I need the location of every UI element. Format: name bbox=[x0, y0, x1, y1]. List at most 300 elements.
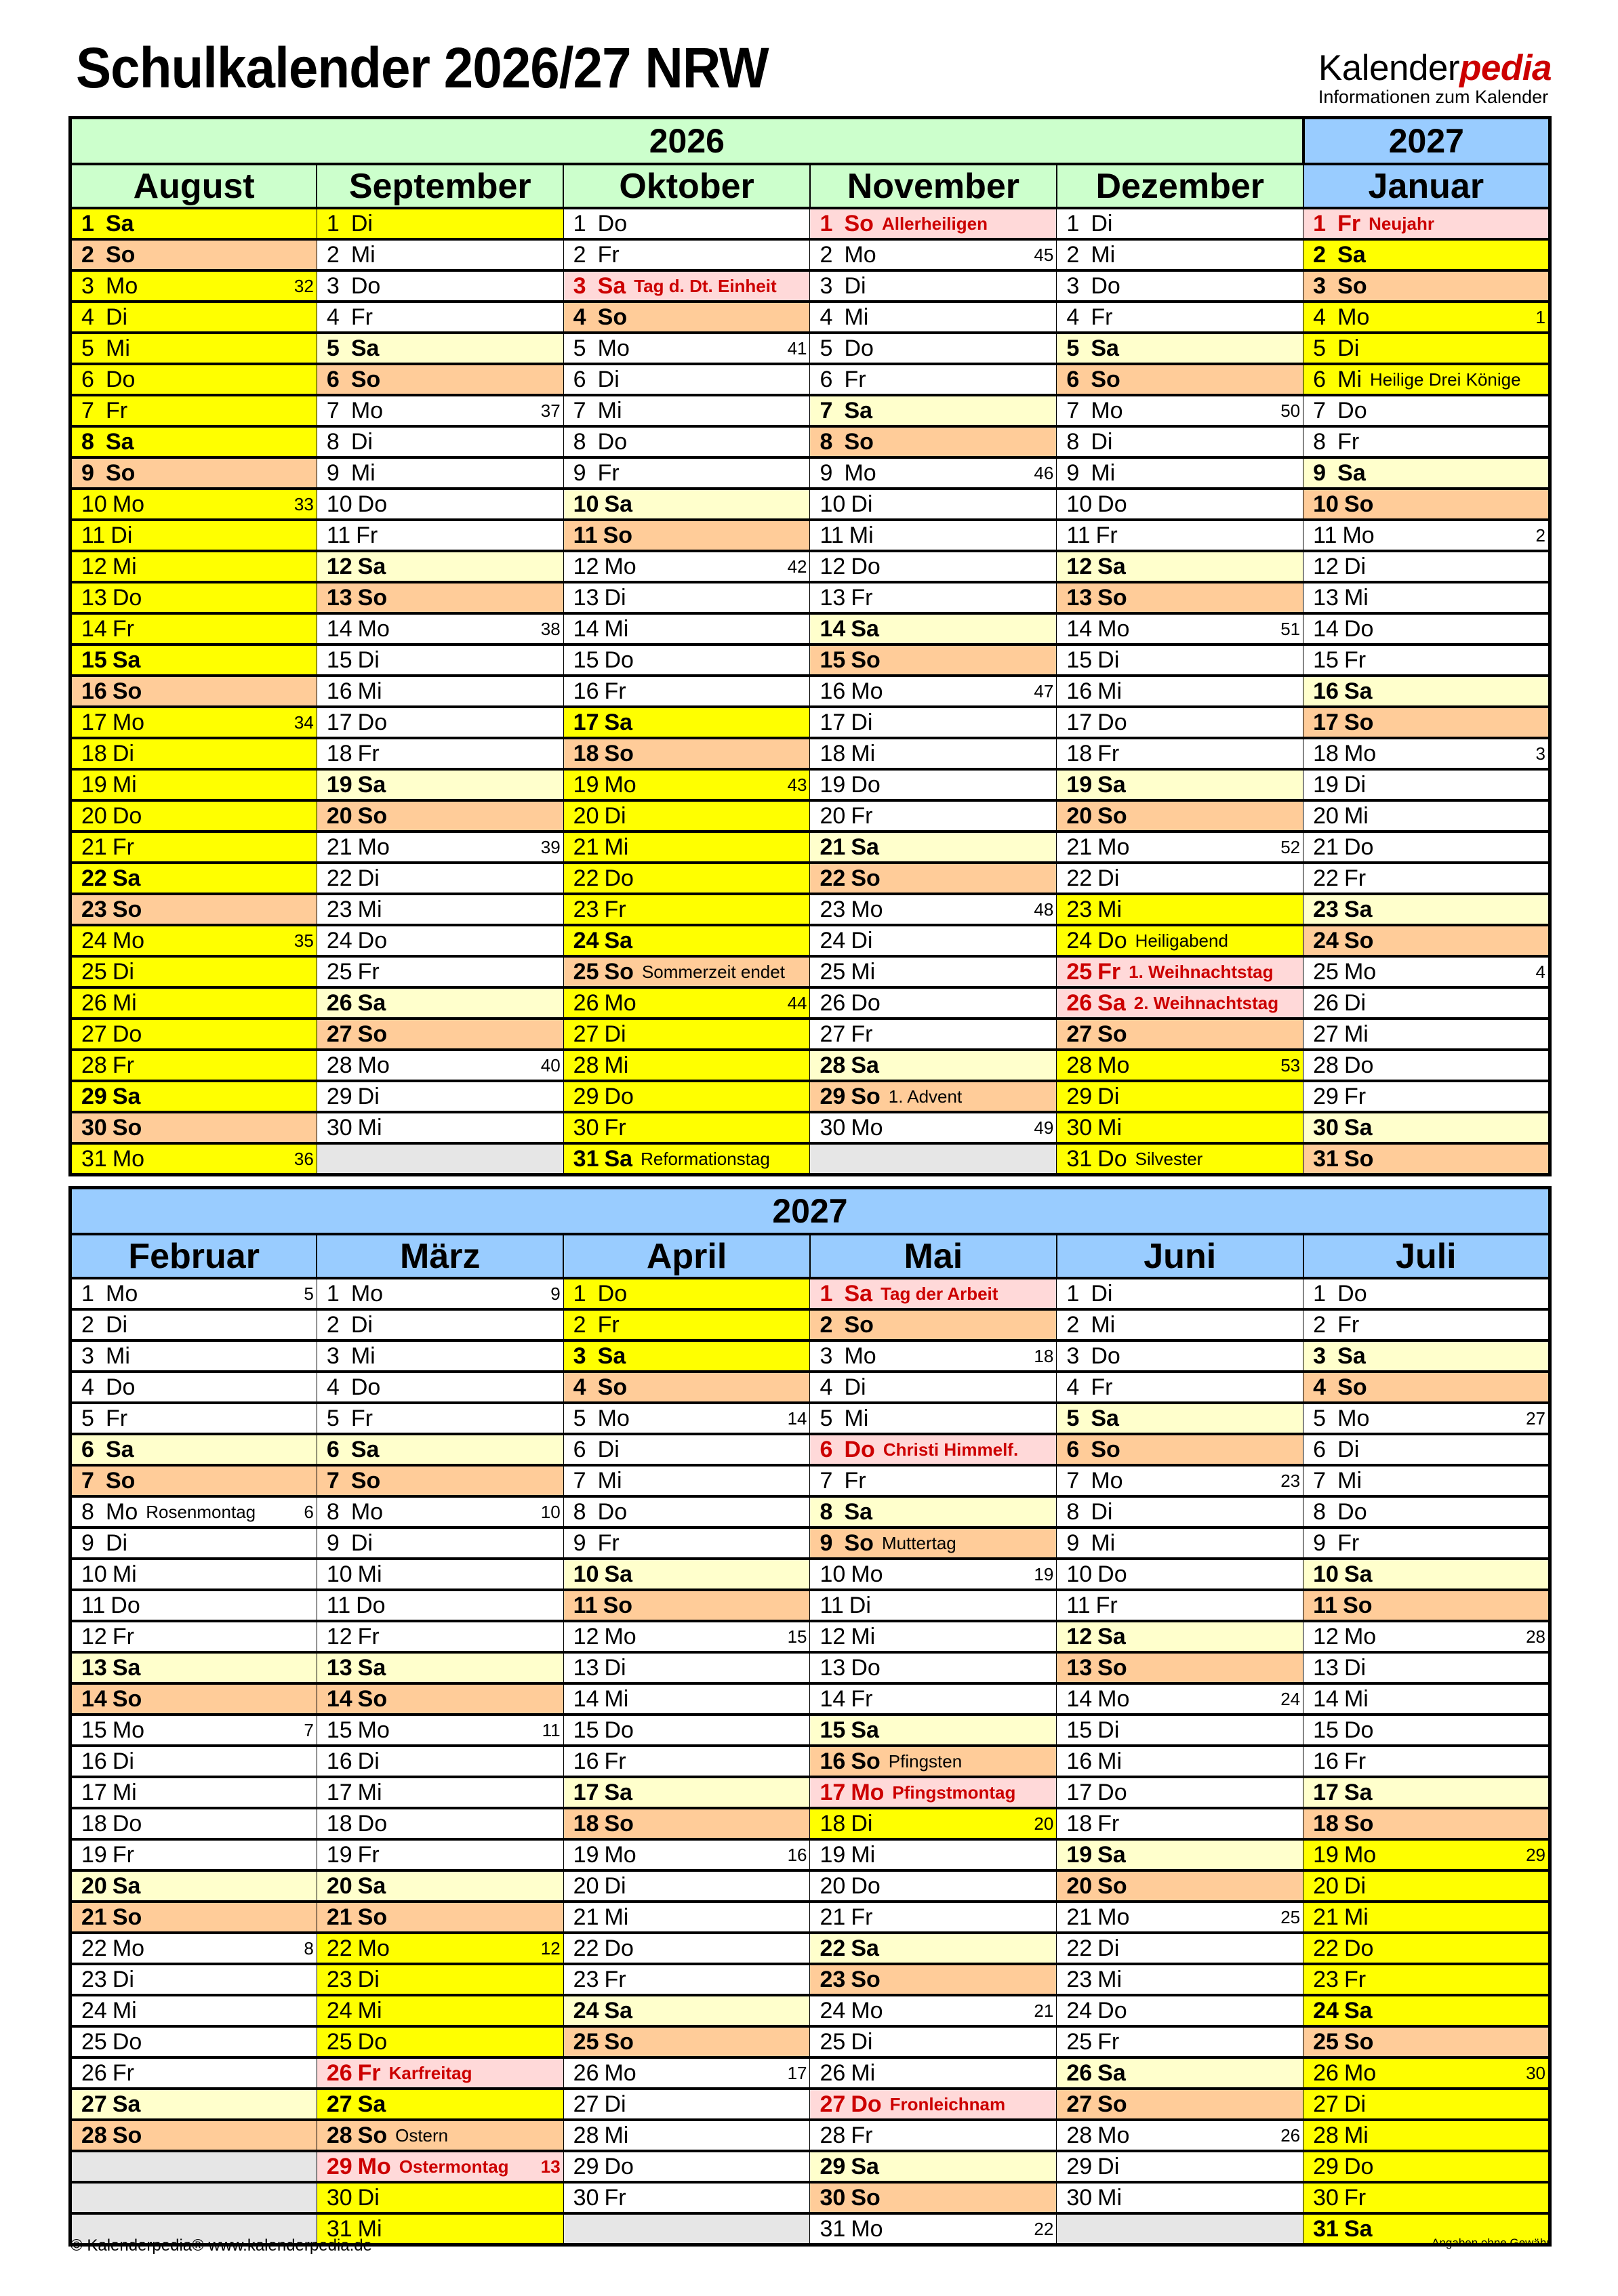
day-cell[interactable] bbox=[317, 2057, 563, 2089]
day-cell[interactable] bbox=[317, 2151, 563, 2182]
day-cell[interactable] bbox=[563, 2120, 810, 2151]
day-cell[interactable] bbox=[810, 2026, 1057, 2057]
day-cell[interactable] bbox=[1303, 551, 1550, 582]
day-cell[interactable] bbox=[1303, 302, 1550, 333]
day-cell[interactable] bbox=[317, 1019, 563, 1050]
day-cell[interactable] bbox=[1057, 1528, 1303, 1559]
day-cell[interactable] bbox=[810, 769, 1057, 800]
day-cell[interactable] bbox=[810, 1278, 1057, 1309]
day-cell[interactable] bbox=[810, 2182, 1057, 2213]
day-cell[interactable] bbox=[563, 769, 810, 800]
day-cell[interactable] bbox=[563, 1019, 810, 1050]
day-cell[interactable] bbox=[1303, 239, 1550, 270]
day-cell[interactable] bbox=[1303, 1715, 1550, 1746]
day-cell[interactable] bbox=[70, 1112, 317, 1143]
day-cell[interactable] bbox=[810, 1839, 1057, 1870]
day-cell[interactable] bbox=[1057, 1652, 1303, 1683]
day-cell[interactable] bbox=[70, 1050, 317, 1081]
day-cell[interactable] bbox=[1057, 1309, 1303, 1340]
day-cell[interactable] bbox=[810, 270, 1057, 302]
day-cell[interactable] bbox=[70, 302, 317, 333]
day-cell[interactable] bbox=[1303, 1808, 1550, 1839]
day-cell[interactable] bbox=[563, 1621, 810, 1652]
day-cell[interactable] bbox=[317, 2026, 563, 2057]
day-cell[interactable] bbox=[70, 1559, 317, 1590]
day-cell[interactable] bbox=[1303, 1434, 1550, 1465]
day-cell[interactable] bbox=[810, 1777, 1057, 1808]
day-cell[interactable] bbox=[1303, 426, 1550, 457]
day-cell[interactable] bbox=[1303, 1777, 1550, 1808]
day-cell[interactable] bbox=[1303, 333, 1550, 364]
day-cell[interactable] bbox=[1057, 426, 1303, 457]
day-cell[interactable] bbox=[317, 832, 563, 863]
day-cell[interactable] bbox=[317, 1309, 563, 1340]
day-cell[interactable] bbox=[1057, 863, 1303, 894]
day-cell[interactable] bbox=[1303, 1964, 1550, 1995]
day-cell[interactable] bbox=[563, 1902, 810, 1933]
day-cell[interactable] bbox=[70, 707, 317, 738]
day-cell[interactable] bbox=[563, 270, 810, 302]
day-cell[interactable] bbox=[810, 894, 1057, 925]
day-cell[interactable] bbox=[1303, 1278, 1550, 1309]
day-cell[interactable] bbox=[1057, 208, 1303, 239]
day-cell[interactable] bbox=[810, 2213, 1057, 2245]
day-cell[interactable] bbox=[1057, 1933, 1303, 1964]
day-cell[interactable] bbox=[563, 676, 810, 707]
day-cell[interactable] bbox=[810, 457, 1057, 489]
day-cell[interactable] bbox=[1303, 1309, 1550, 1340]
day-cell[interactable] bbox=[1057, 1050, 1303, 1081]
day-cell[interactable] bbox=[563, 1496, 810, 1528]
day-cell[interactable] bbox=[70, 1964, 317, 1995]
day-cell[interactable] bbox=[810, 333, 1057, 364]
day-cell[interactable] bbox=[563, 489, 810, 520]
day-cell[interactable] bbox=[1057, 1902, 1303, 1933]
day-cell[interactable] bbox=[1303, 2089, 1550, 2120]
day-cell[interactable] bbox=[810, 2151, 1057, 2182]
day-cell[interactable] bbox=[563, 239, 810, 270]
day-cell[interactable] bbox=[70, 333, 317, 364]
day-cell[interactable] bbox=[810, 987, 1057, 1019]
day-cell[interactable] bbox=[810, 832, 1057, 863]
day-cell[interactable] bbox=[70, 1309, 317, 1340]
day-cell[interactable] bbox=[70, 1081, 317, 1112]
day-cell[interactable] bbox=[1057, 832, 1303, 863]
day-cell[interactable] bbox=[1303, 395, 1550, 426]
day-cell[interactable] bbox=[810, 613, 1057, 644]
day-cell[interactable] bbox=[810, 738, 1057, 769]
day-cell[interactable] bbox=[810, 1933, 1057, 1964]
day-cell[interactable] bbox=[70, 676, 317, 707]
day-cell[interactable] bbox=[1303, 644, 1550, 676]
day-cell[interactable] bbox=[563, 1081, 810, 1112]
day-cell[interactable] bbox=[317, 707, 563, 738]
day-cell[interactable] bbox=[70, 1340, 317, 1372]
day-cell[interactable] bbox=[1303, 520, 1550, 551]
day-cell[interactable] bbox=[317, 1933, 563, 1964]
day-cell[interactable] bbox=[563, 1777, 810, 1808]
day-cell[interactable] bbox=[1057, 1839, 1303, 1870]
day-cell[interactable] bbox=[70, 1683, 317, 1715]
day-cell[interactable] bbox=[1057, 1683, 1303, 1715]
day-cell[interactable] bbox=[810, 676, 1057, 707]
day-cell[interactable] bbox=[317, 1621, 563, 1652]
day-cell[interactable] bbox=[1303, 769, 1550, 800]
day-cell[interactable] bbox=[1057, 457, 1303, 489]
day-cell[interactable] bbox=[563, 395, 810, 426]
day-cell[interactable] bbox=[70, 1434, 317, 1465]
day-cell[interactable] bbox=[70, 644, 317, 676]
day-cell[interactable] bbox=[810, 520, 1057, 551]
day-cell[interactable] bbox=[563, 1434, 810, 1465]
day-cell[interactable] bbox=[70, 894, 317, 925]
day-cell[interactable] bbox=[810, 1496, 1057, 1528]
day-cell[interactable] bbox=[70, 1528, 317, 1559]
day-cell[interactable] bbox=[317, 1278, 563, 1309]
day-cell[interactable] bbox=[317, 613, 563, 644]
day-cell[interactable] bbox=[1057, 1746, 1303, 1777]
day-cell[interactable] bbox=[810, 1964, 1057, 1995]
day-cell[interactable] bbox=[1057, 987, 1303, 1019]
day-cell[interactable] bbox=[1303, 1143, 1550, 1175]
day-cell[interactable] bbox=[1057, 333, 1303, 364]
day-cell[interactable] bbox=[1303, 832, 1550, 863]
day-cell[interactable] bbox=[563, 1278, 810, 1309]
day-cell[interactable] bbox=[1303, 863, 1550, 894]
day-cell[interactable] bbox=[563, 582, 810, 613]
day-cell[interactable] bbox=[1303, 956, 1550, 987]
day-cell[interactable] bbox=[1057, 489, 1303, 520]
day-cell[interactable] bbox=[810, 582, 1057, 613]
day-cell[interactable] bbox=[70, 1590, 317, 1621]
day-cell[interactable] bbox=[563, 1559, 810, 1590]
day-cell[interactable] bbox=[317, 1340, 563, 1372]
day-cell[interactable] bbox=[810, 2089, 1057, 2120]
day-cell[interactable] bbox=[1303, 613, 1550, 644]
day-cell[interactable] bbox=[70, 613, 317, 644]
day-cell[interactable] bbox=[317, 1995, 563, 2026]
day-cell[interactable] bbox=[70, 582, 317, 613]
day-cell[interactable] bbox=[317, 676, 563, 707]
day-cell[interactable] bbox=[70, 769, 317, 800]
day-cell[interactable] bbox=[70, 1746, 317, 1777]
day-cell[interactable] bbox=[1303, 1403, 1550, 1434]
day-cell[interactable] bbox=[810, 395, 1057, 426]
day-cell[interactable] bbox=[1057, 239, 1303, 270]
day-cell[interactable] bbox=[317, 1652, 563, 1683]
day-cell[interactable] bbox=[810, 2120, 1057, 2151]
day-cell[interactable] bbox=[70, 987, 317, 1019]
day-cell[interactable] bbox=[563, 832, 810, 863]
day-cell[interactable] bbox=[810, 1050, 1057, 1081]
day-cell[interactable] bbox=[70, 2120, 317, 2151]
day-cell[interactable] bbox=[1303, 1839, 1550, 1870]
day-cell[interactable] bbox=[70, 395, 317, 426]
day-cell[interactable] bbox=[70, 1902, 317, 1933]
day-cell[interactable] bbox=[317, 1777, 563, 1808]
day-cell[interactable] bbox=[1057, 1870, 1303, 1902]
day-cell[interactable] bbox=[1057, 270, 1303, 302]
day-cell[interactable] bbox=[1303, 1465, 1550, 1496]
day-cell[interactable] bbox=[563, 1372, 810, 1403]
day-cell[interactable] bbox=[1303, 1496, 1550, 1528]
day-cell[interactable] bbox=[70, 1777, 317, 1808]
day-cell[interactable] bbox=[563, 956, 810, 987]
day-cell[interactable] bbox=[563, 426, 810, 457]
day-cell[interactable] bbox=[317, 1902, 563, 1933]
day-cell[interactable] bbox=[810, 1995, 1057, 2026]
day-cell[interactable] bbox=[70, 1808, 317, 1839]
day-cell[interactable] bbox=[1303, 1081, 1550, 1112]
day-cell[interactable] bbox=[317, 239, 563, 270]
day-cell[interactable] bbox=[1057, 1434, 1303, 1465]
day-cell[interactable] bbox=[317, 1528, 563, 1559]
day-cell[interactable] bbox=[563, 2151, 810, 2182]
day-cell[interactable] bbox=[317, 208, 563, 239]
day-cell[interactable] bbox=[563, 863, 810, 894]
day-cell[interactable] bbox=[1303, 1746, 1550, 1777]
day-cell[interactable] bbox=[1303, 987, 1550, 1019]
day-cell[interactable] bbox=[810, 302, 1057, 333]
day-cell[interactable] bbox=[1057, 2057, 1303, 2089]
day-cell[interactable] bbox=[70, 925, 317, 956]
day-cell[interactable] bbox=[1057, 1621, 1303, 1652]
day-cell[interactable] bbox=[810, 1019, 1057, 1050]
day-cell[interactable] bbox=[1057, 1143, 1303, 1175]
day-cell[interactable] bbox=[563, 707, 810, 738]
day-cell[interactable] bbox=[563, 520, 810, 551]
day-cell[interactable] bbox=[317, 1403, 563, 1434]
day-cell[interactable] bbox=[317, 364, 563, 395]
day-cell[interactable] bbox=[70, 2057, 317, 2089]
day-cell[interactable] bbox=[317, 520, 563, 551]
day-cell[interactable] bbox=[70, 1019, 317, 1050]
day-cell[interactable] bbox=[810, 1112, 1057, 1143]
day-cell[interactable] bbox=[563, 1112, 810, 1143]
day-cell[interactable] bbox=[317, 1112, 563, 1143]
day-cell[interactable] bbox=[70, 1995, 317, 2026]
day-cell[interactable] bbox=[563, 644, 810, 676]
day-cell[interactable] bbox=[1057, 2089, 1303, 2120]
day-cell[interactable] bbox=[1057, 1964, 1303, 1995]
day-cell[interactable] bbox=[317, 1081, 563, 1112]
day-cell[interactable] bbox=[563, 457, 810, 489]
day-cell[interactable] bbox=[1057, 956, 1303, 987]
day-cell[interactable] bbox=[317, 1870, 563, 1902]
day-cell[interactable] bbox=[563, 800, 810, 832]
day-cell[interactable] bbox=[317, 769, 563, 800]
day-cell[interactable] bbox=[317, 551, 563, 582]
day-cell[interactable] bbox=[1303, 457, 1550, 489]
day-cell[interactable] bbox=[1057, 1777, 1303, 1808]
day-cell[interactable] bbox=[70, 832, 317, 863]
day-cell[interactable] bbox=[563, 738, 810, 769]
day-cell[interactable] bbox=[317, 987, 563, 1019]
day-cell[interactable] bbox=[317, 1715, 563, 1746]
day-cell[interactable] bbox=[1303, 1528, 1550, 1559]
day-cell[interactable] bbox=[1303, 1050, 1550, 1081]
day-cell[interactable] bbox=[1303, 676, 1550, 707]
day-cell[interactable] bbox=[317, 1590, 563, 1621]
day-cell[interactable] bbox=[1303, 489, 1550, 520]
day-cell[interactable] bbox=[563, 987, 810, 1019]
day-cell[interactable] bbox=[317, 800, 563, 832]
day-cell[interactable] bbox=[810, 1902, 1057, 1933]
day-cell[interactable] bbox=[810, 2057, 1057, 2089]
day-cell[interactable] bbox=[70, 1652, 317, 1683]
day-cell[interactable] bbox=[810, 1309, 1057, 1340]
day-cell[interactable] bbox=[563, 1746, 810, 1777]
day-cell[interactable] bbox=[1303, 2120, 1550, 2151]
day-cell[interactable] bbox=[1057, 395, 1303, 426]
day-cell[interactable] bbox=[563, 1403, 810, 1434]
day-cell[interactable] bbox=[563, 2089, 810, 2120]
day-cell[interactable] bbox=[1303, 1019, 1550, 1050]
day-cell[interactable] bbox=[1303, 738, 1550, 769]
footer-copyright[interactable]: © Kalenderpedia® www.kalenderpedia.de bbox=[70, 2236, 372, 2255]
day-cell[interactable] bbox=[563, 333, 810, 364]
day-cell[interactable] bbox=[70, 270, 317, 302]
day-cell[interactable] bbox=[317, 1559, 563, 1590]
day-cell[interactable] bbox=[1057, 551, 1303, 582]
day-cell[interactable] bbox=[810, 489, 1057, 520]
day-cell[interactable] bbox=[1057, 1995, 1303, 2026]
day-cell[interactable] bbox=[317, 894, 563, 925]
day-cell[interactable] bbox=[810, 1340, 1057, 1372]
day-cell[interactable] bbox=[70, 520, 317, 551]
day-cell[interactable] bbox=[1057, 800, 1303, 832]
day-cell[interactable] bbox=[563, 1340, 810, 1372]
day-cell[interactable] bbox=[317, 738, 563, 769]
day-cell[interactable] bbox=[563, 1528, 810, 1559]
day-cell[interactable] bbox=[1303, 1933, 1550, 1964]
day-cell[interactable] bbox=[70, 1143, 317, 1175]
day-cell[interactable] bbox=[70, 1496, 317, 1528]
day-cell[interactable] bbox=[563, 1050, 810, 1081]
day-cell[interactable] bbox=[317, 426, 563, 457]
day-cell[interactable] bbox=[70, 1372, 317, 1403]
day-cell[interactable] bbox=[563, 925, 810, 956]
day-cell[interactable] bbox=[810, 644, 1057, 676]
day-cell[interactable] bbox=[317, 1683, 563, 1715]
day-cell[interactable] bbox=[70, 1715, 317, 1746]
day-cell[interactable] bbox=[317, 1839, 563, 1870]
day-cell[interactable] bbox=[1057, 1019, 1303, 1050]
day-cell[interactable] bbox=[317, 1746, 563, 1777]
day-cell[interactable] bbox=[563, 2057, 810, 2089]
day-cell[interactable] bbox=[810, 1403, 1057, 1434]
day-cell[interactable] bbox=[810, 1870, 1057, 1902]
day-cell[interactable] bbox=[1303, 925, 1550, 956]
day-cell[interactable] bbox=[563, 1839, 810, 1870]
day-cell[interactable] bbox=[70, 1870, 317, 1902]
day-cell[interactable] bbox=[563, 1652, 810, 1683]
day-cell[interactable] bbox=[1057, 2182, 1303, 2213]
day-cell[interactable] bbox=[1303, 1372, 1550, 1403]
day-cell[interactable] bbox=[1303, 707, 1550, 738]
day-cell[interactable] bbox=[70, 800, 317, 832]
day-cell[interactable] bbox=[70, 863, 317, 894]
day-cell[interactable] bbox=[70, 208, 317, 239]
day-cell[interactable] bbox=[317, 457, 563, 489]
day-cell[interactable] bbox=[1057, 769, 1303, 800]
day-cell[interactable] bbox=[810, 1528, 1057, 1559]
day-cell[interactable] bbox=[1057, 2151, 1303, 2182]
day-cell[interactable] bbox=[563, 1683, 810, 1715]
day-cell[interactable] bbox=[563, 894, 810, 925]
day-cell[interactable] bbox=[810, 364, 1057, 395]
day-cell[interactable] bbox=[1057, 894, 1303, 925]
day-cell[interactable] bbox=[1303, 364, 1550, 395]
day-cell[interactable] bbox=[1303, 1652, 1550, 1683]
day-cell[interactable] bbox=[810, 956, 1057, 987]
day-cell[interactable] bbox=[70, 956, 317, 987]
day-cell[interactable] bbox=[1057, 302, 1303, 333]
day-cell[interactable] bbox=[317, 644, 563, 676]
day-cell[interactable] bbox=[70, 489, 317, 520]
day-cell[interactable] bbox=[1057, 2120, 1303, 2151]
day-cell[interactable] bbox=[810, 426, 1057, 457]
day-cell[interactable] bbox=[1057, 2026, 1303, 2057]
day-cell[interactable] bbox=[563, 364, 810, 395]
day-cell[interactable] bbox=[563, 1465, 810, 1496]
day-cell[interactable] bbox=[70, 1621, 317, 1652]
day-cell[interactable] bbox=[810, 863, 1057, 894]
day-cell[interactable] bbox=[563, 1964, 810, 1995]
day-cell[interactable] bbox=[563, 1933, 810, 1964]
day-cell[interactable] bbox=[810, 1081, 1057, 1112]
day-cell[interactable] bbox=[563, 1870, 810, 1902]
day-cell[interactable] bbox=[563, 1309, 810, 1340]
day-cell[interactable] bbox=[1057, 1372, 1303, 1403]
day-cell[interactable] bbox=[1303, 1112, 1550, 1143]
day-cell[interactable] bbox=[317, 956, 563, 987]
day-cell[interactable] bbox=[810, 551, 1057, 582]
day-cell[interactable] bbox=[1057, 1808, 1303, 1839]
day-cell[interactable] bbox=[563, 1590, 810, 1621]
day-cell[interactable] bbox=[1057, 1081, 1303, 1112]
kalenderpedia-logo[interactable] bbox=[1318, 50, 1552, 108]
day-cell[interactable] bbox=[1303, 208, 1550, 239]
day-cell[interactable] bbox=[317, 1465, 563, 1496]
day-cell[interactable] bbox=[1303, 270, 1550, 302]
day-cell[interactable] bbox=[1303, 1340, 1550, 1372]
day-cell[interactable] bbox=[563, 2182, 810, 2213]
day-cell[interactable] bbox=[563, 302, 810, 333]
day-cell[interactable] bbox=[70, 1933, 317, 1964]
day-cell[interactable] bbox=[1057, 707, 1303, 738]
day-cell[interactable] bbox=[70, 239, 317, 270]
day-cell[interactable] bbox=[70, 1465, 317, 1496]
day-cell[interactable] bbox=[563, 1808, 810, 1839]
day-cell[interactable] bbox=[70, 426, 317, 457]
day-cell[interactable] bbox=[1303, 2182, 1550, 2213]
day-cell[interactable] bbox=[1057, 644, 1303, 676]
day-cell[interactable] bbox=[563, 2026, 810, 2057]
day-cell[interactable] bbox=[1057, 1465, 1303, 1496]
day-cell[interactable] bbox=[1303, 1995, 1550, 2026]
day-cell[interactable] bbox=[317, 1496, 563, 1528]
day-cell[interactable] bbox=[810, 1683, 1057, 1715]
day-cell[interactable] bbox=[70, 738, 317, 769]
day-cell[interactable] bbox=[1057, 1559, 1303, 1590]
day-cell[interactable] bbox=[70, 457, 317, 489]
day-cell[interactable] bbox=[317, 1434, 563, 1465]
day-cell[interactable] bbox=[1303, 1621, 1550, 1652]
day-cell[interactable] bbox=[1303, 2151, 1550, 2182]
day-cell[interactable] bbox=[1057, 1590, 1303, 1621]
day-cell[interactable] bbox=[317, 1964, 563, 1995]
